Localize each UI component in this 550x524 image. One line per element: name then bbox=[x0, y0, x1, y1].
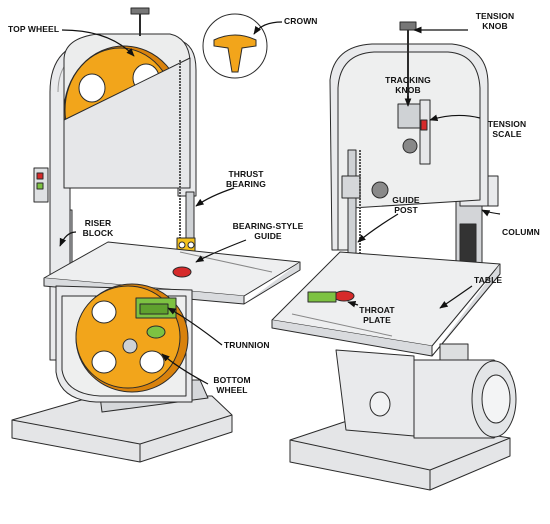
label-top-wheel-line1: TOP WHEEL bbox=[8, 24, 60, 34]
label-throat-plate bbox=[354, 306, 400, 325]
label-tension-knob-line1: TENSION bbox=[475, 11, 515, 21]
label-tracking-knob-line2: KNOB bbox=[395, 84, 421, 95]
crown-inset bbox=[203, 14, 267, 78]
label-riser-block-line1: RISER bbox=[84, 218, 112, 228]
label-riser-block-line2: BLOCK bbox=[82, 227, 114, 238]
left-tension-knob bbox=[131, 8, 149, 14]
label-bottom-wheel-line2: WHEEL bbox=[216, 384, 248, 395]
label-tension-knob bbox=[470, 12, 520, 31]
label-trunnion bbox=[224, 341, 284, 351]
label-thrust-bearing-line2: BEARING bbox=[226, 178, 266, 189]
right-throat-plate bbox=[334, 291, 354, 301]
tension-scale bbox=[420, 100, 430, 164]
label-throat-plate-line1: THROAT bbox=[359, 305, 395, 315]
label-tension-scale-line2: SCALE bbox=[492, 128, 522, 139]
label-bearing-style-guide-line2: GUIDE bbox=[254, 230, 282, 241]
tracking-knob bbox=[403, 139, 417, 153]
label-thrust-bearing bbox=[220, 170, 272, 189]
label-crown-line1: CROWN bbox=[284, 16, 318, 26]
label-riser-block bbox=[78, 219, 118, 238]
label-tracking-knob-line1: TRACKING bbox=[385, 75, 431, 85]
label-bottom-wheel bbox=[208, 376, 256, 395]
label-guide-post-line2: POST bbox=[394, 204, 418, 215]
label-table bbox=[474, 276, 514, 286]
right-tension-knob bbox=[400, 22, 416, 30]
label-tracking-knob bbox=[380, 76, 436, 95]
motor bbox=[414, 344, 516, 438]
label-guide-post bbox=[386, 196, 426, 215]
label-guide-post-line1: GUIDE bbox=[392, 195, 420, 205]
label-column bbox=[502, 228, 546, 238]
label-tension-scale bbox=[482, 120, 532, 139]
label-crown bbox=[284, 17, 328, 27]
guide-post bbox=[348, 150, 356, 268]
label-top-wheel bbox=[8, 25, 64, 35]
label-bearing-style-guide-line1: BEARING-STYLE bbox=[232, 221, 304, 231]
label-bottom-wheel-line1: BOTTOM bbox=[213, 375, 251, 385]
label-tension-scale-line1: TENSION bbox=[487, 119, 527, 129]
label-table-line1: TABLE bbox=[474, 275, 503, 285]
label-throat-plate-line2: PLATE bbox=[363, 314, 391, 325]
left-throat-plate bbox=[173, 267, 191, 277]
label-bearing-style-guide bbox=[230, 222, 306, 241]
label-thrust-bearing-line1: THRUST bbox=[228, 169, 264, 179]
label-column-line1: COLUMN bbox=[502, 227, 540, 237]
label-tension-knob-line2: KNOB bbox=[482, 20, 508, 31]
label-trunnion-line1: TRUNNION bbox=[224, 340, 270, 350]
